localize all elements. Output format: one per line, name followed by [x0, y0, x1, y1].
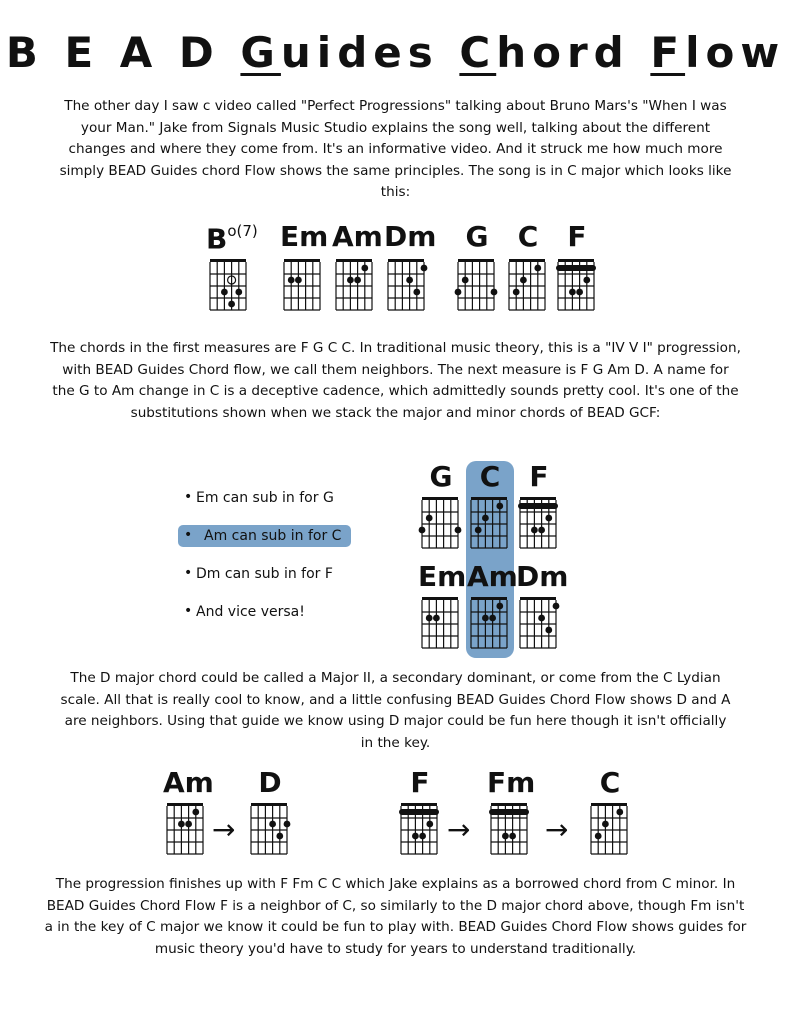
chord-f [554, 222, 600, 318]
chord-em [280, 220, 329, 318]
chord-g [454, 222, 500, 318]
chord-name: C [517, 220, 539, 253]
chord-diagram [397, 798, 443, 858]
arrow-icon: → [447, 813, 471, 846]
stack-chord-g [418, 462, 464, 552]
chord-diagram [505, 254, 551, 314]
chord-name: Am [332, 220, 383, 253]
chord-diagram [467, 592, 513, 652]
list-item: • And vice versa! [180, 601, 351, 639]
stack-chord-dm [516, 560, 569, 652]
stack-chord-c [467, 462, 513, 552]
chord-diagram [384, 254, 430, 314]
chord-name: Em [280, 220, 329, 253]
chord-diagram [418, 492, 464, 552]
chord-name: $B^{o(7)}$ [206, 222, 258, 256]
chord-name: F [529, 460, 549, 493]
chord-name: F [567, 220, 587, 253]
measures-paragraph: The chords in the first measures are F G C C. In traditional music theory, this is a "IV V I" progression, with BEAD Guides Chord flow, we call them neighbors. The next measure is F G Am D. A name for the G to Am change in C is a deceptive cadence, which admittedly sounds pretty cool. It's one of the substitutions shown when we stack the major and minor chords of BEAD GCF: [50, 340, 741, 421]
chord-diagram [587, 798, 633, 858]
chord-name: C [479, 460, 501, 493]
chord-name: Em [418, 560, 467, 593]
substitution-list [180, 487, 351, 639]
chord-diagram [516, 592, 562, 652]
example-chord-c [587, 768, 633, 860]
chord-am [332, 220, 383, 318]
chord-name: G [429, 460, 453, 493]
list-item: • Dm can sub in for F [180, 563, 351, 601]
chord-name: C [599, 766, 621, 799]
example-chord-d [247, 768, 293, 860]
example-chord-am [163, 766, 214, 860]
arrow-icon: → [212, 813, 236, 846]
chord-name: Am [467, 560, 518, 593]
chord-name: Dm [516, 560, 569, 593]
intro-paragraph: The other day I saw c video called "Perfect Progressions" talking about Bruno Mars's "When I was your Man." Jake from Signals Music Studio explains the song well, talking about the different changes and where they come from. It's an informative video. And it struck me how much more simply BEAD Guides chord Flow shows the same principles. The song is in C major which looks like this: [59, 98, 732, 200]
chord-diagram [516, 492, 562, 552]
chord-diagram [554, 254, 600, 314]
chord-c [505, 222, 551, 318]
chord-name: F [410, 766, 430, 799]
chord-diagram [467, 492, 513, 552]
stack-chord-em [418, 560, 467, 652]
d-major-paragraph: The D major chord could be called a Major II, a secondary dominant, or come from the C Lydian scale. All that is really cool to know, and a little confusing BEAD Guides Chord Flow shows D and A are neighbors. Using that guide we know using D major could be fun here though it isn't officially in the key. [60, 670, 731, 751]
list-item-highlighted: • Am can sub in for C [180, 525, 351, 563]
page-title: B E A D Guides Chord Flow [5, 28, 786, 77]
chord-diagram [280, 254, 326, 314]
chord-diagram [163, 798, 209, 858]
chord-name: Am [163, 766, 214, 799]
chord-name: G [465, 220, 489, 253]
chord-name: D [258, 766, 282, 799]
chord-diagram [418, 592, 464, 652]
chord-dm [384, 220, 437, 318]
finish-paragraph: The progression finishes up with F Fm C C which Jake explains as a borrowed chord from C minor. In BEAD Guides Chord Flow F is a neighbor of C, so similarly to the D major chord above, though Fm isn't a in the key of C major we know it could be fun to play with. BEAD Guides Chord Flow shows guides for music theory you'd have to study for years to understand traditionally. [44, 876, 747, 957]
chord-name: Dm [384, 220, 437, 253]
chord-diagram [487, 798, 533, 858]
chord-name: Fm [487, 766, 536, 799]
chord-diagram [247, 798, 293, 858]
stack-chord-am [467, 560, 518, 652]
arrow-icon: → [545, 813, 569, 846]
stack-chord-f [516, 462, 562, 552]
example-chord-fm [487, 766, 536, 860]
example-chord-f [397, 768, 443, 860]
chord-diagram [332, 254, 378, 314]
chord-b-diminished [206, 218, 258, 318]
chord-diagram [206, 254, 252, 314]
chord-diagram [454, 254, 500, 314]
list-item: • Em can sub in for G [180, 487, 351, 525]
